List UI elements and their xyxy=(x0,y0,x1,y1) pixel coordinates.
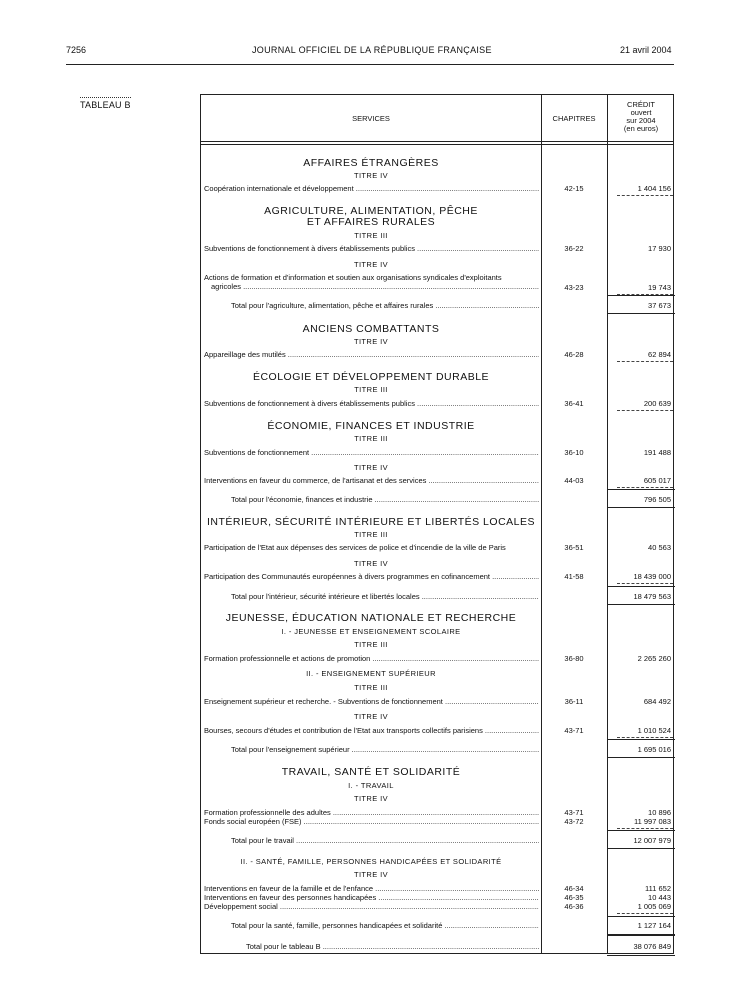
total-label: Total pour l'agriculture, alimentation, pêche et affaires rurales ..... xyxy=(231,301,539,310)
chapter-number: 36-10 xyxy=(564,448,584,457)
total-label: Total pour le travail ..... xyxy=(231,836,539,845)
chapter-number: 44-03 xyxy=(564,476,584,485)
titre-heading: TITRE III xyxy=(354,231,388,240)
line-item-label: Subventions de fonctionnement à divers établissements publics ..... xyxy=(204,399,539,408)
chapter-number: 41-58 xyxy=(564,572,584,581)
line-item-label: agricoles ..... xyxy=(211,282,539,291)
titre-heading: TITRE IV xyxy=(353,463,389,472)
column-header-credit: sur 2004 xyxy=(626,116,656,125)
column-header-chapitres: CHAPITRES xyxy=(552,114,596,123)
titre-heading: TITRE IV xyxy=(353,260,389,269)
credit-amount: 17 930 xyxy=(648,244,671,253)
section-heading: AGRICULTURE, ALIMENTATION, PÊCHE xyxy=(264,205,478,217)
line-item-label: Participation des Communautés européennes à divers programmes en cofinancement ..... xyxy=(204,572,539,581)
total-amount: 12 007 979 xyxy=(633,836,671,845)
subsection-heading: I. - TRAVAIL xyxy=(348,781,394,790)
line-item-label: Formation professionnelle des adultes ..... xyxy=(204,808,539,817)
titre-heading: TITRE IV xyxy=(353,171,389,180)
titre-heading: TITRE IV xyxy=(353,870,389,879)
chapter-number: 42-15 xyxy=(564,184,584,193)
chapter-number: 43-23 xyxy=(564,283,584,292)
line-item-label: Bourses, secours d'études et contribution de l'Etat aux transports collectifs parisiens ..... xyxy=(204,726,539,735)
credit-amount: 18 439 000 xyxy=(607,572,671,581)
line-item-label: Interventions en faveur de la famille et de l'enfance ..... xyxy=(204,884,539,893)
chapter-number: 43-71 xyxy=(564,726,584,735)
line-item-label: Appareillage des mutilés ..... xyxy=(204,350,539,359)
line-item-label: Formation professionnelle et actions de promotion ..... xyxy=(204,654,539,663)
total-amount: 1 127 164 xyxy=(637,921,671,930)
titre-heading: TITRE III xyxy=(354,434,388,443)
total-label: Total pour l'économie, finances et industrie ..... xyxy=(231,495,539,504)
chapter-number: 43-71 xyxy=(564,808,584,817)
subsection-heading: II. - ENSEIGNEMENT SUPÉRIEUR xyxy=(306,669,436,678)
grand-total-label: Total pour le tableau B ..... xyxy=(246,942,539,951)
credit-amount: 10 443 xyxy=(648,893,671,902)
titre-heading: TITRE III xyxy=(354,640,388,649)
publication-date: 21 avril 2004 xyxy=(620,45,672,55)
titre-heading: TITRE III xyxy=(354,683,388,692)
line-item-label: Enseignement supérieur et recherche. - Subventions de fonctionnement ..... xyxy=(204,697,539,706)
credits-table xyxy=(200,94,674,954)
chapter-number: 36-51 xyxy=(564,543,584,552)
column-header-credit: (en euros) xyxy=(623,124,659,133)
titre-heading: TITRE III xyxy=(354,385,388,394)
line-item-label: Développement social ..... xyxy=(204,902,539,911)
line-item-label: Participation de l'Etat aux dépenses des services de police et d'incendie de la ville de Paris xyxy=(204,543,506,552)
credit-amount: 200 639 xyxy=(607,399,671,408)
credit-amount: 19 743 xyxy=(607,283,671,292)
section-heading: ANCIENS COMBATTANTS xyxy=(302,323,440,335)
credit-amount: 11 997 083 xyxy=(607,817,671,826)
header-rule xyxy=(201,141,673,142)
total-label: Total pour la santé, famille, personnes handicapées et solidarité ..... xyxy=(231,921,539,930)
credit-amount: 605 017 xyxy=(607,476,671,485)
titre-heading: TITRE IV xyxy=(353,794,389,803)
total-amount: 1 695 016 xyxy=(637,745,671,754)
credit-amount: 2 265 260 xyxy=(637,654,671,663)
line-item-label: Subventions de fonctionnement ..... xyxy=(204,448,539,457)
credit-amount: 62 894 xyxy=(607,350,671,359)
section-heading: ÉCONOMIE, FINANCES ET INDUSTRIE xyxy=(267,420,475,432)
section-heading: AFFAIRES ÉTRANGÈRES xyxy=(303,157,439,169)
chapter-number: 36-22 xyxy=(564,244,584,253)
credit-amount: 684 492 xyxy=(643,697,671,706)
column-header-credit: ouvert xyxy=(630,108,652,117)
titre-heading: TITRE IV xyxy=(353,712,389,721)
tableau-label: TABLEAU B xyxy=(80,97,131,110)
line-item-label: Subventions de fonctionnement à divers établissements publics ..... xyxy=(204,244,539,253)
credit-amount: 10 896 xyxy=(648,808,671,817)
header-rule xyxy=(201,144,673,145)
titre-heading: TITRE IV xyxy=(353,559,389,568)
titre-heading: TITRE IV xyxy=(353,337,389,346)
total-label: Total pour l'intérieur, sécurité intérieure et libertés locales ..... xyxy=(231,592,539,601)
credit-amount: 191 488 xyxy=(643,448,671,457)
section-heading: ET AFFAIRES RURALES xyxy=(306,216,436,228)
column-header-services: SERVICES xyxy=(352,114,390,123)
section-heading: INTÉRIEUR, SÉCURITÉ INTÉRIEURE ET LIBERTÉS LOCALES xyxy=(206,516,535,528)
section-heading: ÉCOLOGIE ET DÉVELOPPEMENT DURABLE xyxy=(252,371,490,383)
grand-total-amount: 38 076 849 xyxy=(633,942,671,951)
total-amount: 18 479 563 xyxy=(633,592,671,601)
total-label: Total pour l'enseignement supérieur ..... xyxy=(231,745,539,754)
chapter-number: 46-28 xyxy=(564,350,584,359)
chapter-number: 46-34 xyxy=(564,884,584,893)
total-amount: 796 505 xyxy=(643,495,671,504)
line-item-label: Coopération internationale et développement ..... xyxy=(204,184,539,193)
chapter-number: 43-72 xyxy=(564,817,584,826)
line-item-label: Interventions en faveur des personnes handicapées ..... xyxy=(204,893,539,902)
chapter-number: 36-41 xyxy=(564,399,584,408)
header-rule xyxy=(66,64,674,65)
chapter-number: 36-80 xyxy=(564,654,584,663)
journal-title: JOURNAL OFFICIEL DE LA RÉPUBLIQUE FRANÇAISE xyxy=(252,45,492,55)
credit-amount: 111 652 xyxy=(645,884,671,893)
line-item-label: Fonds social européen (FSE) ..... xyxy=(204,817,539,826)
page-number: 7256 xyxy=(66,45,87,55)
subsection-heading: I. - JEUNESSE ET ENSEIGNEMENT SCOLAIRE xyxy=(281,627,461,636)
credit-amount: 1 005 069 xyxy=(607,902,671,911)
line-item-label: Actions de formation et d'information et soutien aux organisations syndicales d'exploitants xyxy=(204,273,502,282)
chapter-number: 46-35 xyxy=(564,893,584,902)
total-amount: 37 673 xyxy=(648,301,671,310)
chapter-number: 46-36 xyxy=(564,902,584,911)
credit-amount: 40 563 xyxy=(648,543,671,552)
subsection-heading: II. - SANTÉ, FAMILLE, PERSONNES HANDICAPÉES ET SOLIDARITÉ xyxy=(240,857,502,866)
section-heading: JEUNESSE, ÉDUCATION NATIONALE ET RECHERCHE xyxy=(225,612,517,624)
line-item-label: Interventions en faveur du commerce, de l'artisanat et des services ..... xyxy=(204,476,539,485)
titre-heading: TITRE III xyxy=(354,530,388,539)
section-heading: TRAVAIL, SANTÉ ET SOLIDARITÉ xyxy=(281,766,461,778)
column-header-credit: CRÉDIT xyxy=(627,100,655,109)
credit-amount: 1 404 156 xyxy=(607,184,671,193)
chapter-number: 36-11 xyxy=(564,697,584,706)
credit-amount: 1 010 524 xyxy=(607,726,671,735)
